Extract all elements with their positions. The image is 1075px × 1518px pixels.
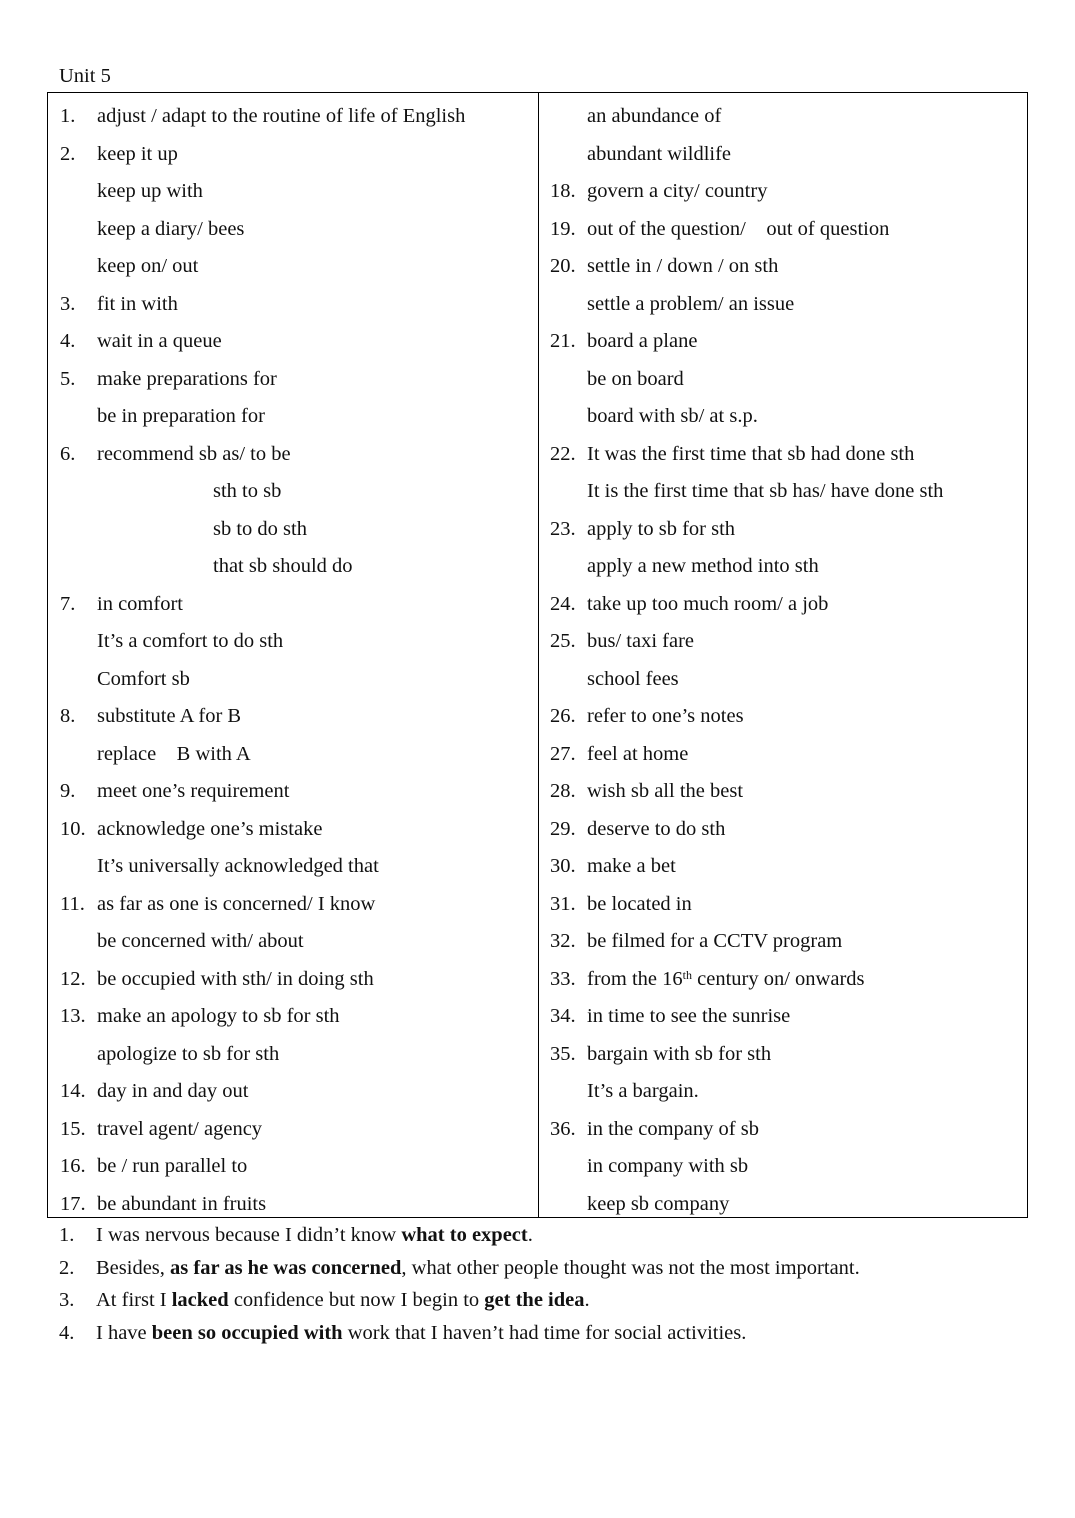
phrase-number: 20. <box>550 255 576 277</box>
phrase-number: 4. <box>60 330 76 352</box>
phrase-text-main: in time to see the sunrise <box>587 1005 791 1027</box>
phrase-text-main: be concerned with/ about <box>97 930 304 952</box>
phrase-text <box>587 103 721 129</box>
phrase-text <box>587 403 758 429</box>
phrase-text <box>97 403 265 429</box>
phrase-number: 24. <box>550 592 576 615</box>
phrase-text <box>587 1191 729 1217</box>
phrase-text-main: keep up with <box>97 180 203 202</box>
phrase-text <box>97 628 283 654</box>
phrase-text-main: recommend sb as/ to be <box>97 442 291 465</box>
phrase-text <box>97 178 203 204</box>
key-phrase: been so occupied with <box>151 1321 343 1344</box>
phrase-number: 27. <box>550 742 576 765</box>
phrase-text <box>97 853 379 879</box>
phrase-text <box>587 553 819 579</box>
phrase-text <box>587 366 684 392</box>
phrase-text-rest: century on/ onwards <box>692 967 865 990</box>
sentence-fragment: confidence but now I begin to <box>228 1289 485 1311</box>
phrase-text-main: It’s a bargain. <box>587 1080 699 1102</box>
sentence-text <box>96 1320 746 1346</box>
phrase-number: 6. <box>60 442 76 465</box>
phrase-text <box>587 141 731 167</box>
phrase-text-main: be located in <box>587 892 692 915</box>
phrase-text-main: be occupied with sth/ in doing sth <box>97 967 374 990</box>
phrase-text <box>587 1003 790 1029</box>
sentence-fragment: Besides, <box>96 1256 171 1279</box>
phrase-text <box>97 1191 266 1217</box>
phrase-text-main: settle in / down / on sth <box>587 255 779 277</box>
phrase-text <box>587 178 767 204</box>
sentence-fragment: I have <box>96 1321 152 1344</box>
phrase-text-main: acknowledge one’s mistake <box>97 817 323 840</box>
phrase-number: 33. <box>550 967 576 990</box>
phrase-text <box>587 891 692 917</box>
phrase-text-main: school fees <box>587 667 679 690</box>
phrase-text <box>587 253 778 279</box>
phrase-text-main: in company with sb <box>587 1155 749 1177</box>
phrase-text <box>97 966 374 992</box>
phrase-number: 3. <box>60 292 76 315</box>
phrase-text <box>97 253 198 279</box>
phrase-number: 23. <box>550 517 576 540</box>
phrase-number: 16. <box>60 1155 86 1177</box>
phrase-text-main: an abundance of <box>587 105 722 127</box>
key-phrase: as far as he was concerned <box>170 1256 402 1279</box>
phrase-text <box>97 1153 247 1179</box>
phrase-text-main: refer to one’s notes <box>587 705 744 727</box>
phrase-text-main: apply a new method into sth <box>587 555 819 577</box>
phrase-text-main: in comfort <box>97 592 183 615</box>
phrase-text-main: be / run parallel to <box>97 1155 248 1177</box>
sentence-fragment: , what other people thought was not the most important. <box>401 1256 860 1279</box>
phrase-text-main: abundant wildlife <box>587 142 732 165</box>
phrase-number: 9. <box>60 780 76 802</box>
phrase-text-main: be on board <box>587 367 684 390</box>
key-phrase: lacked <box>171 1289 229 1311</box>
phrase-number: 30. <box>550 855 576 877</box>
phrase-text <box>587 1153 748 1179</box>
phrase-text <box>97 216 244 242</box>
phrase-number: 18. <box>550 180 576 202</box>
phrase-number: 8. <box>60 705 76 727</box>
right-column <box>538 93 1027 1217</box>
phrase-text-main: Comfort sb <box>97 667 190 690</box>
phrase-number: 2. <box>60 142 76 165</box>
phrase-text-main: apologize to sb for sth <box>97 1042 280 1065</box>
phrase-text <box>587 1078 699 1104</box>
phrase-text <box>97 928 304 954</box>
phrase-text <box>97 703 241 729</box>
phrase-text <box>587 328 697 354</box>
phrase-text <box>97 1116 262 1142</box>
phrase-text <box>587 928 842 954</box>
phrase-text <box>587 816 725 842</box>
phrase-text <box>587 966 865 992</box>
phrase-number: 5. <box>60 367 76 390</box>
sentence-number: 3. <box>59 1289 75 1311</box>
phrase-text-main: take up too much room/ a job <box>587 592 829 615</box>
phrase-text <box>587 628 694 654</box>
phrase-number: 15. <box>60 1117 86 1140</box>
phrase-text-main: keep it up <box>97 142 178 165</box>
phrase-text-main: deserve to do sth <box>587 817 726 840</box>
phrase-text <box>97 441 291 467</box>
phrase-text-main: replace B with A <box>97 742 251 765</box>
sentence-fragment: work that I haven’t had time for social activities. <box>342 1321 747 1344</box>
phrase-text-main: It is the first time that sb has/ have done sth <box>587 480 944 502</box>
phrase-text-main: sth to sb <box>213 480 282 502</box>
phrase-number: 25. <box>550 630 576 652</box>
phrase-number: 17. <box>60 1192 86 1215</box>
sentence-number: 2. <box>59 1256 75 1279</box>
sentence-text <box>96 1222 533 1248</box>
phrase-text <box>587 703 744 729</box>
phrase-text-main: It’s universally acknowledged that <box>97 855 379 877</box>
phrase-number: 22. <box>550 442 576 465</box>
phrase-text <box>97 103 465 129</box>
phrase-number: 11. <box>60 892 85 915</box>
phrase-number: 7. <box>60 592 76 615</box>
phrase-number: 12. <box>60 967 86 990</box>
phrase-text <box>97 1078 248 1104</box>
phrase-text <box>587 291 794 317</box>
phrase-text <box>97 778 289 804</box>
phrase-text-main: adjust / adapt to the routine of life of English <box>97 105 466 127</box>
phrase-text-main: keep sb company <box>587 1192 730 1215</box>
phrase-text <box>97 141 178 167</box>
phrase-text-main: settle a problem/ an issue <box>587 292 795 315</box>
phrase-text-main: keep a diary/ bees <box>97 217 245 240</box>
phrase-text-main: be filmed for a CCTV program <box>587 930 843 952</box>
phrase-number: 13. <box>60 1005 86 1027</box>
phrase-text-main: make a bet <box>587 855 676 877</box>
phrase-text-main: make an apology to sb for sth <box>97 1005 340 1027</box>
key-phrase: get the idea <box>484 1289 585 1311</box>
phrase-text-main: as far as one is concerned/ I know <box>97 892 376 915</box>
phrase-text <box>97 816 322 842</box>
phrase-text <box>97 591 183 617</box>
sentence-fragment: . <box>584 1289 590 1311</box>
phrase-number: 10. <box>60 817 86 840</box>
phrase-text <box>587 741 688 767</box>
phrase-text <box>97 328 222 354</box>
phrase-text <box>97 741 251 767</box>
phrase-text <box>587 778 743 804</box>
phrase-number: 26. <box>550 705 576 727</box>
phrase-text <box>587 478 943 504</box>
left-column <box>48 93 539 1217</box>
phrase-text-main: make preparations for <box>97 367 277 390</box>
sentence-number: 4. <box>59 1321 75 1344</box>
phrase-number: 36. <box>550 1117 576 1140</box>
phrase-text <box>213 478 281 504</box>
phrase-text-main: be abundant in fruits <box>97 1192 267 1215</box>
phrase-text-main: apply to sb for sth <box>587 517 736 540</box>
phrase-text <box>97 1041 279 1067</box>
phrase-text-main: day in and day out <box>97 1080 249 1102</box>
phrase-text-main: be in preparation for <box>97 405 265 427</box>
phrase-text <box>213 553 353 579</box>
phrase-text-main: It’s a comfort to do sth <box>97 630 284 652</box>
phrase-text-main: govern a city/ country <box>587 180 768 202</box>
key-phrase: what to expect <box>401 1224 528 1246</box>
phrase-text <box>97 366 277 392</box>
phrase-number: 34. <box>550 1005 576 1027</box>
phrase-text-main: from the 16 <box>587 967 683 990</box>
sentence-text <box>96 1255 860 1281</box>
phrase-number: 14. <box>60 1080 86 1102</box>
phrase-text <box>587 1041 771 1067</box>
phrase-text <box>587 591 828 617</box>
phrase-text <box>213 516 307 542</box>
sentence-fragment: I was nervous because I didn’t know <box>96 1224 402 1246</box>
phrase-text <box>587 216 889 242</box>
phrase-number: 21. <box>550 330 576 352</box>
phrase-text-main: It was the first time that sb had done sth <box>587 442 915 465</box>
phrase-table <box>47 92 1028 1218</box>
phrase-text <box>97 666 190 692</box>
phrase-text <box>587 853 676 879</box>
phrase-text-main: sb to do sth <box>213 517 307 540</box>
phrase-text-main: keep on/ out <box>97 255 199 277</box>
phrase-text-main: that sb should do <box>213 555 353 577</box>
phrase-text-main: bus/ taxi fare <box>587 630 695 652</box>
phrase-text-main: in the company of sb <box>587 1117 759 1140</box>
phrase-text <box>97 891 375 917</box>
phrase-text-main: fit in with <box>97 292 178 315</box>
sentence-fragment: . <box>527 1224 533 1246</box>
superscript: th <box>682 967 692 982</box>
sentence-fragment: At first I <box>96 1289 172 1311</box>
phrase-number: 19. <box>550 217 576 240</box>
phrase-text-main: bargain with sb for sth <box>587 1042 772 1065</box>
phrase-number: 1. <box>60 105 76 127</box>
phrase-text <box>587 441 914 467</box>
phrase-number: 35. <box>550 1042 576 1065</box>
phrase-text <box>97 291 178 317</box>
sentence-number: 1. <box>59 1224 75 1246</box>
phrase-number: 32. <box>550 930 576 952</box>
phrase-text-main: board a plane <box>587 330 698 352</box>
phrase-text-main: wish sb all the best <box>587 780 744 802</box>
phrase-number: 28. <box>550 780 576 802</box>
phrase-text <box>587 516 735 542</box>
phrase-text-main: travel agent/ agency <box>97 1117 263 1140</box>
phrase-text-main: substitute A for B <box>97 705 242 727</box>
phrase-text <box>587 666 679 692</box>
phrase-text-main: out of the question/ out of question <box>587 217 890 240</box>
phrase-text-main: board with sb/ at s.p. <box>587 405 758 427</box>
phrase-number: 29. <box>550 817 576 840</box>
phrase-text <box>97 1003 340 1029</box>
phrase-text-main: meet one’s requirement <box>97 780 290 802</box>
phrase-text-main: feel at home <box>587 742 689 765</box>
phrase-number: 31. <box>550 892 576 915</box>
sentence-text <box>96 1287 590 1313</box>
page-title: Unit 5 <box>59 65 111 87</box>
phrase-text <box>587 1116 759 1142</box>
phrase-text-main: wait in a queue <box>97 330 222 352</box>
